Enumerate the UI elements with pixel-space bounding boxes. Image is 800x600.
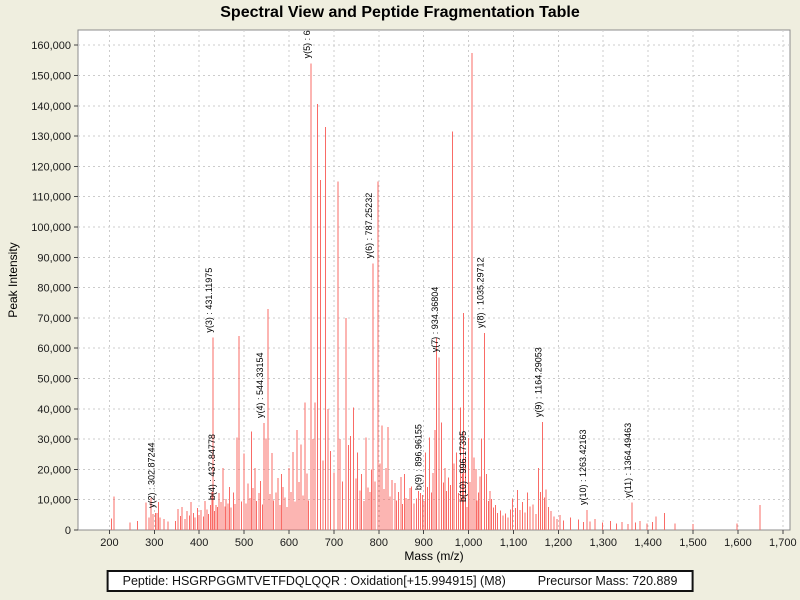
x-tick-label: 800 [369, 537, 388, 549]
x-tick-label: 600 [279, 537, 299, 549]
precursor-mass: Precursor Mass: 720.889 [537, 574, 678, 588]
y-tick-label: 40,000 [37, 403, 71, 416]
x-tick-label: 1,600 [724, 537, 752, 549]
fragment-peak-label: y(7) : 934.36804 [430, 286, 441, 353]
fragment-peak-label: y(2) : 302.87244 [146, 442, 157, 509]
fragment-peak-label: y(10) : 1263.42163 [577, 429, 588, 505]
x-tick-label: 500 [234, 537, 254, 549]
fragment-peak-label: b(9) : 896.96155 [413, 424, 424, 491]
fragment-peak-label: y(9) : 1164.29053 [533, 347, 544, 418]
fragment-peak-label: y(4) : 544.33154 [255, 352, 266, 419]
y-tick-label: 160,000 [31, 40, 71, 53]
x-tick-label: 400 [190, 537, 209, 549]
x-tick-label: 1,700 [769, 537, 797, 549]
y-tick-label: 120,000 [31, 161, 71, 174]
x-tick-label: 300 [145, 537, 164, 549]
y-tick-label: 0 [64, 525, 71, 537]
x-tick-label: 900 [414, 537, 433, 549]
x-tick-label: 1,400 [634, 537, 662, 549]
x-tick-label: 700 [324, 537, 344, 549]
fragment-peak-label: b(10) : 996.17395 [457, 430, 468, 502]
y-tick-label: 150,000 [31, 70, 71, 83]
status-bar [107, 570, 694, 592]
x-tick-label: 1,000 [454, 537, 483, 549]
fragment-peak-label: b(4) : 437.84778 [207, 434, 218, 501]
fragment-peak-label: y(11) : 1364.49463 [623, 422, 634, 498]
y-tick-label: 110,000 [32, 191, 71, 204]
x-tick-label: 1,100 [499, 537, 528, 549]
x-tick-label: 200 [100, 537, 119, 549]
x-axis-title: Mass (m/z) [404, 549, 464, 563]
x-tick-label: 1,300 [589, 537, 618, 549]
fragment-peak-label: y(5) : 6 [301, 30, 312, 59]
fragment-peak-label: y(6) : 787.25232 [364, 192, 375, 259]
y-tick-label: 50,000 [37, 373, 71, 386]
y-tick-label: 20,000 [37, 464, 71, 477]
y-tick-label: 70,000 [37, 312, 71, 325]
fragment-peak-label: y(8) : 1035.29712 [475, 257, 486, 329]
page-title: Spectral View and Peptide Fragmentation Table [220, 4, 580, 21]
y-tick-label: 100,000 [31, 221, 71, 234]
y-tick-label: 90,000 [37, 252, 71, 265]
x-tick-label: 1,500 [679, 537, 707, 549]
y-tick-label: 140,000 [31, 100, 71, 113]
y-tick-label: 30,000 [37, 434, 71, 447]
plot-area [78, 30, 790, 530]
y-tick-label: 80,000 [37, 282, 71, 295]
peptide-info: Peptide: HSGRPGGMTVETFDQLQQR : Oxidation[+15.994915] (M8) [122, 574, 506, 588]
y-tick-label: 60,000 [37, 343, 71, 356]
y-tick-label: 130,000 [31, 131, 71, 144]
fragment-peak-label: y(3) : 431.11975 [204, 267, 215, 333]
y-tick-label: 10,000 [37, 494, 71, 507]
y-axis-title: Peak Intensity [6, 242, 20, 318]
x-tick-label: 1,200 [544, 537, 573, 549]
